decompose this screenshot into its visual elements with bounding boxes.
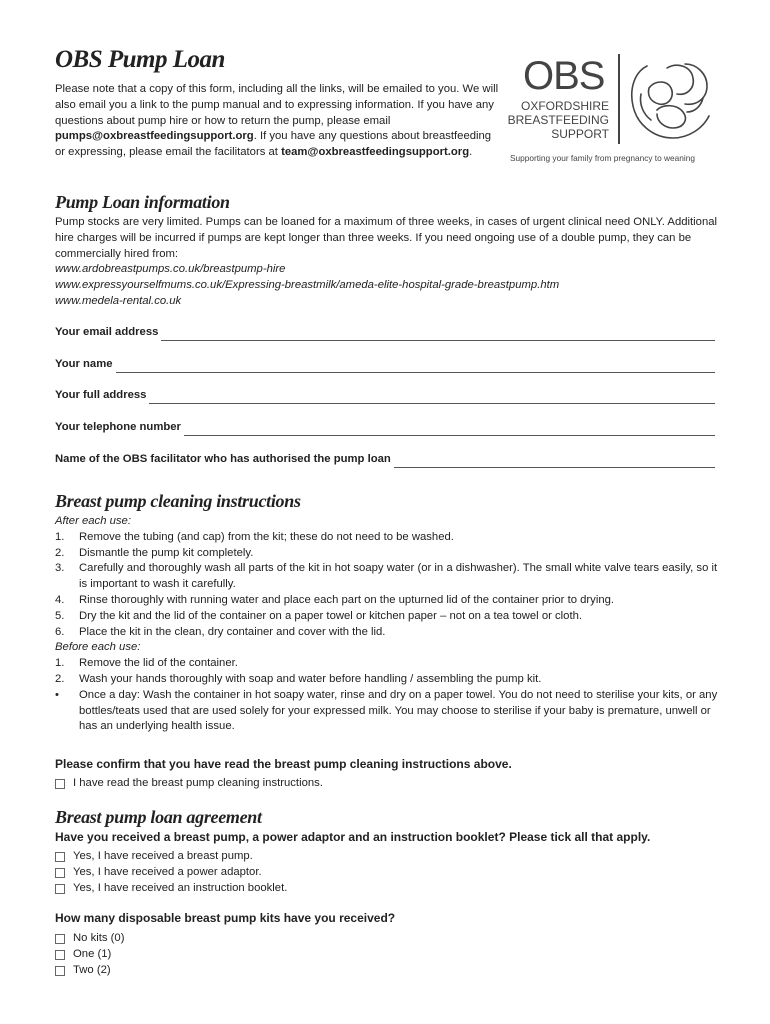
after-use-label: After each use: — [55, 515, 131, 527]
logo-line-2: BREASTFEEDING — [507, 113, 609, 127]
name-field — [55, 357, 715, 373]
address-input[interactable] — [149, 391, 715, 404]
kits-two-checkbox[interactable] — [55, 966, 65, 976]
pump-loan-info — [55, 215, 720, 310]
pump-loan-heading: Pump Loan information — [55, 192, 230, 212]
list-item: 2. Dismantle the pump kit completely. — [55, 546, 254, 559]
facilitator-field — [55, 452, 715, 468]
pumps-email-link[interactable]: pumps@oxbreastfeedingsupport.org — [55, 130, 254, 143]
hire-link-medela[interactable]: www.medela-rental.co.uk — [55, 294, 182, 307]
address-label: Your full address — [55, 389, 147, 401]
hire-link-ardo[interactable]: www.ardobreastpumps.co.uk/breastpump-hire — [55, 263, 286, 276]
kits-none-checkbox[interactable] — [55, 934, 65, 944]
cleaning-instructions — [55, 514, 720, 735]
list-item: 3. Carefully and thoroughly wash all parts of the kit in hot soapy water (or in a dishwasher). The small white valve tears easily, so it is important to wash it carefully. — [55, 562, 718, 591]
mother-baby-logo-icon — [627, 58, 717, 146]
phone-label: Your telephone number — [55, 421, 181, 433]
intro-text-1: Please note that a copy of this form, including all the links, will be emailed to you. We will also email you a link to the pump manual and to expressing information. If you have any questions about pump hire or how to return the pump, please email — [55, 83, 499, 127]
received-adaptor-label: Yes, I have received a power adaptor. — [73, 866, 262, 878]
phone-field — [55, 420, 715, 436]
received-booklet-label: Yes, I have received an instruction booklet. — [73, 882, 288, 894]
logo-divider — [618, 54, 620, 144]
list-item: 5. Dry the kit and the lid of the container on a paper towel or kitchen paper – not on a tea towel or cloth. — [55, 609, 583, 622]
list-item: 6. Place the kit in the clean, dry container and cover with the lid. — [55, 625, 386, 638]
before-use-list — [55, 656, 720, 735]
facilitator-label: Name of the OBS facilitator who has authorised the pump loan — [55, 453, 391, 465]
intro-paragraph — [55, 82, 500, 161]
received-pump-label: Yes, I have received a breast pump. — [73, 850, 253, 862]
list-item: 1. Remove the tubing (and cap) from the kit; these do not need to be washed. — [55, 530, 454, 543]
confirm-option-label: I have read the breast pump cleaning instructions. — [73, 777, 323, 789]
logo-tagline: Supporting your family from pregnancy to weaning — [510, 153, 695, 163]
list-item: 4. Rinse thoroughly with running water and place each part on the upturned lid of the container prior to drying. — [55, 593, 615, 606]
phone-input[interactable] — [184, 423, 715, 436]
after-use-list — [55, 530, 720, 641]
received-option[interactable] — [55, 881, 287, 897]
obs-logo — [505, 52, 725, 167]
team-email-link[interactable]: team@oxbreastfeedingsupport.org — [281, 146, 470, 159]
email-input[interactable] — [161, 328, 715, 341]
agreement-heading: Breast pump loan agreement — [55, 807, 262, 827]
list-item: 2. Wash your hands thoroughly with soap and water before handling / assembling the pump kit. — [55, 672, 542, 685]
received-option[interactable] — [55, 865, 262, 881]
pump-loan-text: Pump stocks are very limited. Pumps can be loaned for a maximum of three weeks, in cases of urgent clinical need ONLY. Additional hire charges will be incurred if pumps are kept longer than three weeks. If you need ongoing use of a double pump, they can be commercially hired from: — [55, 216, 718, 260]
name-input[interactable] — [116, 360, 715, 373]
kits-none-label: No kits (0) — [73, 932, 125, 944]
kits-one-checkbox[interactable] — [55, 950, 65, 960]
kits-two-label: Two (2) — [73, 964, 111, 976]
logo-abbr: OBS — [523, 54, 605, 98]
logo-name — [505, 99, 609, 141]
kits-question: How many disposable breast pump kits have you received? — [55, 911, 396, 925]
kits-one-label: One (1) — [73, 948, 112, 960]
confirm-checkbox[interactable] — [55, 779, 65, 789]
logo-line-1: OXFORDSHIRE — [520, 99, 609, 113]
page-title: OBS Pump Loan — [55, 46, 225, 73]
logo-line-3: SUPPORT — [551, 127, 609, 141]
hire-link-expressyourself[interactable]: www.expressyourselfmums.co.uk/Expressing-breastmilk/ameda-elite-hospital-grade-breastpump.htm — [55, 279, 560, 292]
address-field — [55, 388, 715, 404]
kits-option[interactable] — [55, 963, 111, 979]
received-booklet-checkbox[interactable] — [55, 884, 65, 894]
name-label: Your name — [55, 358, 113, 370]
intro-text-3: . — [469, 146, 473, 159]
kits-option[interactable] — [55, 931, 124, 947]
facilitator-input[interactable] — [394, 455, 715, 468]
kits-option[interactable] — [55, 947, 111, 963]
cleaning-heading: Breast pump cleaning instructions — [55, 491, 301, 511]
list-item: • Once a day: Wash the container in hot soapy water, rinse and dry on a paper towel. You do not need to sterilise your kits, or any bottles/teats used that are used solely for your expressed milk. You may choose to sterilise if your baby is premature, unwell or has an underlying health issue. — [55, 688, 718, 733]
list-item: 1. Remove the lid of the container. — [55, 657, 238, 670]
received-pump-checkbox[interactable] — [55, 852, 65, 862]
received-adaptor-checkbox[interactable] — [55, 868, 65, 878]
before-use-label: Before each use: — [55, 641, 141, 654]
intro-text-2: . If you have any questions about breastfeeding or expressing, please email the facilitators at — [55, 130, 492, 159]
confirm-option[interactable] — [55, 776, 323, 792]
received-option[interactable] — [55, 849, 253, 865]
received-items-question: Have you received a breast pump, a power adaptor and an instruction booklet? Please tick all that apply. — [55, 830, 651, 844]
email-label: Your email address — [55, 326, 159, 338]
email-field — [55, 325, 715, 341]
confirm-question: Please confirm that you have read the breast pump cleaning instructions above. — [55, 757, 512, 771]
